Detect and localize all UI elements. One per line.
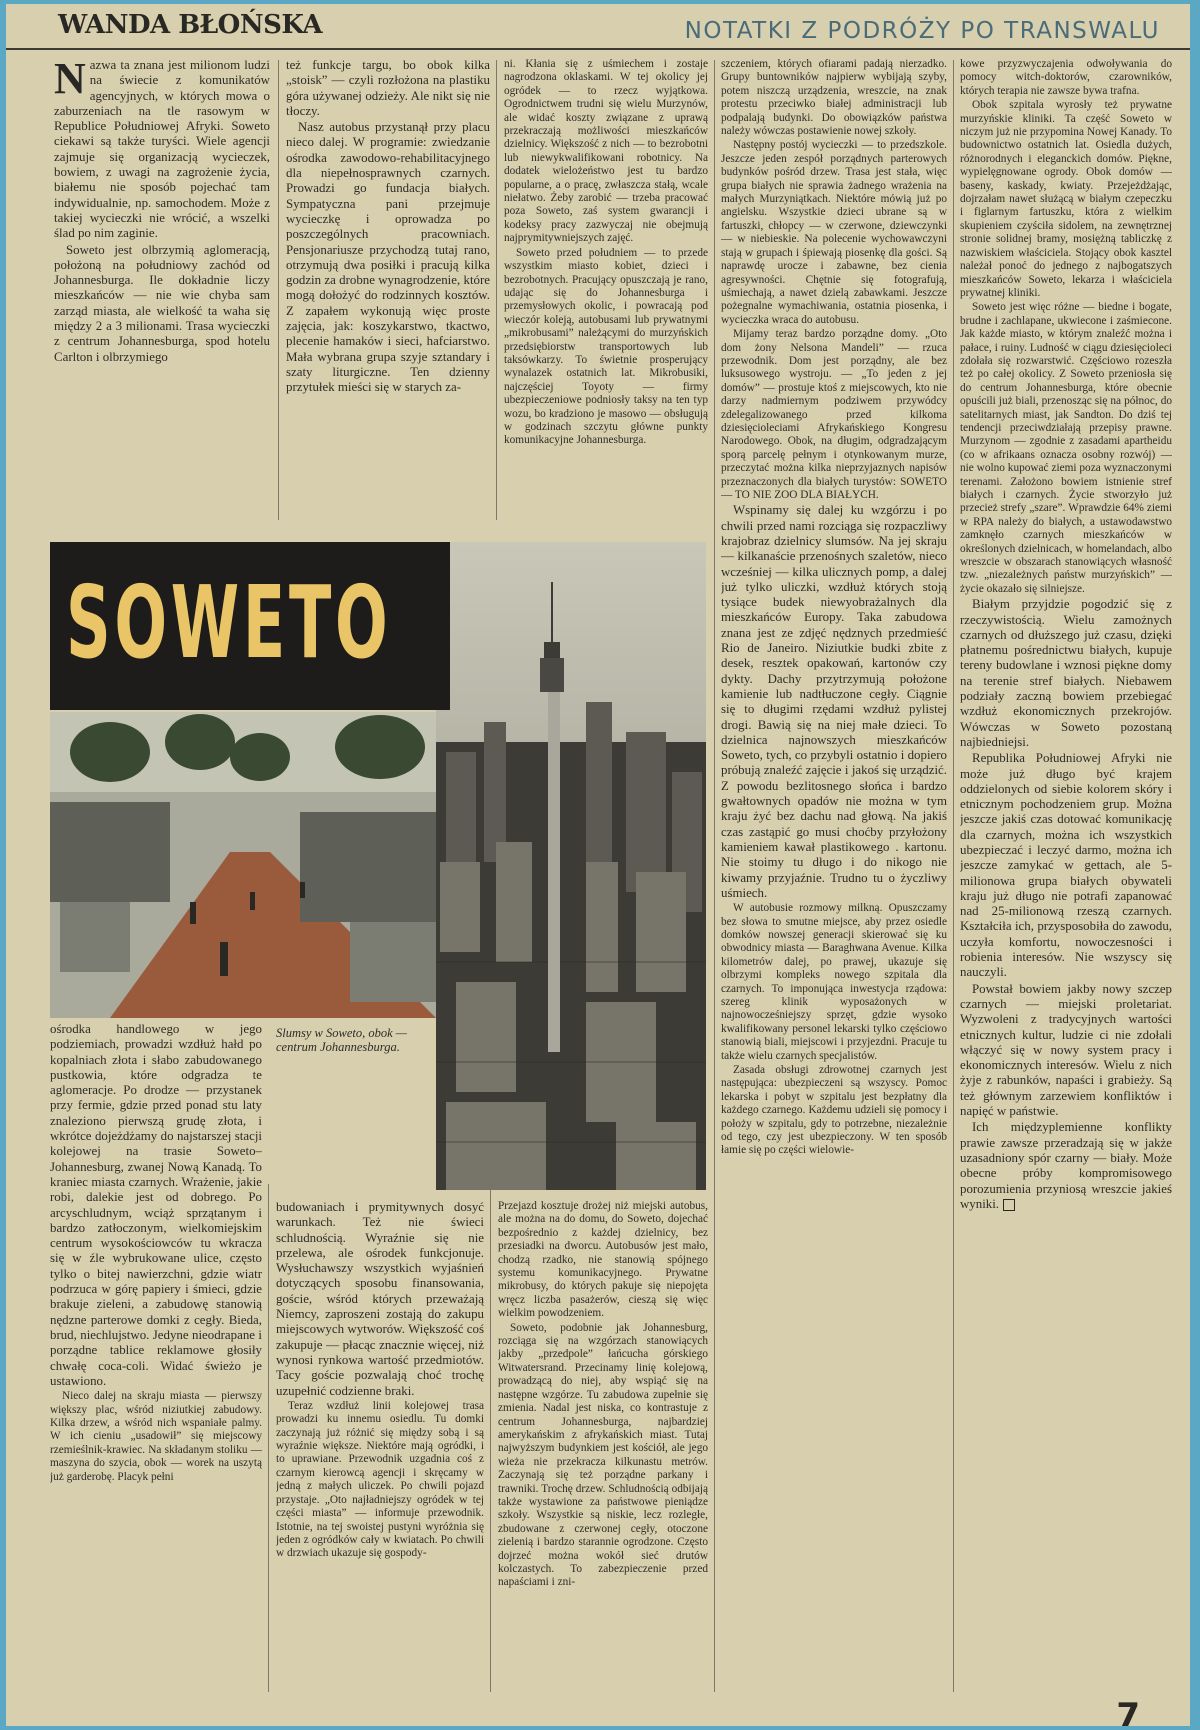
article-column-1-top	[54, 58, 270, 520]
article-column-2-bottom	[276, 1200, 484, 1690]
column-divider	[714, 60, 715, 1692]
paragraph: Soweto, podobnie jak Johannesburg, rozciąga się na wzgórzach stanowiących jakby „przedpole” łańcucha górskiego Witwatersrand. Przecinamy linię kolejową, prowadzącą do niej, aby wspiąć się na następne wzgórze. Tu zabudowa zupełnie się zmienia. Nadal jest niska, co kontrastuje z centrum Johannesburga, najbardziej amerykańskim z afrykańskich miast. Tutaj najwyższym budynkiem jest kościół, ale jego wieża nie przekracza kilkunastu metrów. Zaczynają się też porządne parkany i trawniki. Trochę drzew. Schludnością odbijają także wystawione za państwowe pieniądze szkoły. Wszystkie są niskie, lecz rozległe, zbudowane z czerwonej cegły, otoczone zielenią i bardzo starannie ogrodzone. Często dojrzeć można wokół sieć drutów kolczastych. To zabezpieczenie przed napaściami i zni-	[498, 1321, 708, 1589]
paragraph: Teraz wzdłuż linii kolejowej trasa prowadzi ku innemu osiedlu. Tu domki zaczynają już różnić się między sobą i są wyraźnie większe. Niektóre mają ogródki, i to uprawiane. Przewodnik uzgadnia coś z czarnym kierowcą agencji i skręcamy w jedną z małych uliczek. Po chwili pojazd przystaje. „Oto najładniejszy ogródek w tej części miasta” — informuje przewodnik. Istotnie, na tej swoistej pustyni wyróżnia się jeden z ogródków cały w kwiatach. Po chwili w drzwiach ukazuje się gospody-	[276, 1399, 484, 1560]
end-of-article-mark	[1003, 1199, 1015, 1211]
paragraph: Obok szpitala wyrosły też prywatne murzyńskie kliniki. Ta część Soweto w niczym już nie przypomina Nowej Kanady. To budownictwo ostatnich lat. Osiedla dużych, różnorodnych i eleganckich domów. Piękne, wypielęgnowane ogrody. Obok domów — baseny, kaskady, kwiaty. Przejeżdżając, dojrzałam nawet służącą w białym czepeczku i figlarnym fartuszku, która z wielkim skupieniem czyściła sidolem, na zewnętrznej stronie solidnej bramy, mosiężną tabliczkę z nazwiskiem właściciela. Stojący obok kasztel należał ponoć do jednego z najbogatszych mieszkańców Soweto, lekarza i właściciela prywatnej kliniki.	[960, 99, 1172, 299]
lead-paragraph	[54, 58, 270, 242]
paragraph: budowaniach i prymitywnych dosyć warunkach. Też nie świeci schludnością. Wyraźnie się nie przelewa, ale ośrodek funkcjonuje. Wysłuchawszy wszystkich wyjaśnień dotyczących sposobu finansowania, goście, wśród których przeważają Niemcy, zaproszeni zostają do zakupu miejscowych wytworów. Większość coś zakupuje — płacąc znacznie więcej, niż wynosi rynkowa wartość przedmiotów. Tacy goście pozwalają choć trochę uzupełnić codzienne braki.	[276, 1200, 484, 1398]
johannesburg-skyline-photo	[436, 542, 706, 1190]
paragraph: Przejazd kosztuje drożej niż miejski autobus, ale można na do domu, do Soweto, dojechać bezpośrednio z każdej dzielnicy, bez przesiadki na dworcu. Autobusów jest mało, chodzą rzadko, nie stanowią spójnego systemu komunikacyjnego. Prywatne mikrobusy, do których pakuje się niepojęta wręcz liczba pasażerów, cieszą się więc wielkim powodzeniem.	[498, 1200, 708, 1320]
paragraph-text: Ich międzyplemienne konflikty prawie zawsze przeradzają się w jakże uzasadniony spór czarny — biały. Może obecne próby kompromisowego porozumienia przyniosą wreszcie jakieś wyniki.	[960, 1120, 1172, 1211]
paragraph: Nieco dalej na skraju miasta — pierwszy większy plac, wśród niziutkiej zabudowy. Kilka drzew, a wśród nich wspaniałe palmy. W ich cieniu „usadowił” się miejscowy rzemieślnik-krawiec. Na składanym stoliku — maszyna do szycia, obok — worek na uszytą już garderobę. Placyk pełni	[50, 1390, 262, 1483]
photo-caption: Slumsy w Soweto, obok — centrum Johannesburga.	[276, 1026, 407, 1054]
paragraph: Białym przyjdzie pogodzić się z rzeczywistością. Wielu zamożnych czarnych od dłuższego już czasu, dzięki płatnemu pośrednictwu białych, kupuje tereny budowlane i wznosi piękne domy na terenie stref białych. Niebawem podziały zaczną bowiem przebiegać wzdłuż ekonomicznych przekrojów. Wówczas w Soweto pozostaną najbiedniejsi.	[960, 597, 1172, 749]
page-number: 7	[1116, 1696, 1140, 1726]
paragraph: Nasz autobus przystanął przy placu nieco dalej. W programie: zwiedzanie ośrodka zawodowo-rehabilitacyjnego dla niepełnosprawnych czarnych. Prowadzi go fundacja białych. Sympatyczna pani przejmuje wycieczkę i oprowadza po poszczególnych pracowniach. Pensjonariusze przychodzą tutaj rano, otrzymują dwa posiłki i pracują kilka godzin za drobne wynagrodzenie, które mogą dołożyć do rodzinnych kosztów. Z zapałem wykonują więc proste zajęcia, jak: koszykarstwo, tkactwo, plecenie hamaków i sieci, hafciarstwo. Mała wybrana grupa szyje sztandary i szaty liturgiczne. Ten dzienny przytułek mieści się w starych za-	[286, 120, 490, 395]
paragraph: Zasada obsługi zdrowotnej czarnych jest następująca: ubezpieczeni są wszyscy. Pomoc lekarska i pobyt w szpitalu jest bezpłatny dla każdego czarnego. Każdemu udzieli się pomocy i położy w szpitalu, gdy to potrzebne, niezależnie od tego, czy jest ubezpieczony. W ten sposób łamie się po części wielowie-	[721, 1064, 947, 1157]
paragraph	[960, 1120, 1172, 1212]
page-header	[6, 4, 1190, 50]
paragraph: ni. Kłania się z uśmiechem i zostaje nagrodzona oklaskami. W tej okolicy jej ogródek — to rzecz wyjątkowa. Ogrodnictwem trudni się wielu Murzynów, ale widać koszty związane z uprawą przekraczają możliwości mieszkańców dzielnicy. Większość z nich — to bezrobotni lub niewykwalifikowani robotnicy. Na dodatek wielożeństwo jest tu bardzo popularne, a o pracę, zwłaszcza stałą, wcale niełatwo. Żeby zarobić — trzeba pracować poza Soweto, zaś system gwarancji i kodeksy pracy zazwyczaj nie obejmują najprymitywniejszych zajęć.	[504, 58, 708, 245]
magazine-page	[6, 4, 1190, 1726]
paragraph: Republika Południowej Afryki nie może już długo być krajem oddzielonych od siebie kolorem skóry i etnicznym pochodzeniem grup. Można jeszcze jakiś czas dotować komunikację dla czarnych, można ich wszystkich ubezpieczać i leczyć darmo, można ich jeszcze zamykać w gettach, ale 5-milionowa grupa białych obywateli kraju już długo nie potrafi zapanować nad 25-milionową rzeszą czarnych. Kształciła ich, przysposobiła do zawodu, uczyła komfortu, nowoczesności i robienia interesów. Nie wszyscy się nauczyli.	[960, 751, 1172, 980]
column-divider	[268, 1184, 269, 1692]
column-divider	[490, 1184, 491, 1692]
paragraph: Soweto przed południem — to przede wszystkim miasto kobiet, dzieci i bezrobotnych. Pracujący opuszczają je rano, udając się do Johannesburga i przemysłowych okolic, i powracają pod wieczór koleją, autobusami lub prywatnymi „mikrobusami” należącymi do murzyńskich przedsiębiorstw transportowych lub taksówkarzy. To świetnie prosperujący wynalazek ostatnich lat. Mikrobusiki, najczęściej Toyoty — firmy ubezpieczeniowe podniosły taksy na ten typ wozu, bo kradziono je masowo — obsługują w godzinach szczytu główne punkty komunikacyjne Johannesburga.	[504, 246, 708, 447]
paragraph: Powstał bowiem jakby nowy szczep czarnych — miejski proletariat. Wyzwoleni z tradycyjnych wartości etnicznych kultur, ludzie ci nie zdołali włączyć się w nowy system pracy i ekonomicznych interesów. Wielu z nich żyje z rabunków, napaści i grabieży. Są też głównym zarzewiem konfliktów i napięć w państwie.	[960, 981, 1172, 1119]
paragraph: ośrodka handlowego w jego podziemiach, prowadzi wzdłuż hałd po kopalniach złota i słabo zabudowanego pustkowia, które odgradza te aglomeracje. Po drodze — przystanek przy fermie, gdzie przed ponad stu laty znaleziono pierwszą grudę złota, i wkrótce dojeżdżamy do najstarszej stacji kolejowej na trasie Soweto–Johannesburg, zwanej Nową Kanadą. To kraniec miasta czarnych. Wrażenie, jakie robi, dalekie jest od dobrego. Po arcyschludnym, wciąż sprzątanym i bardzo zatłoczonym, wielkomiejskim centrum wysokościowców tu wkracza się w źle wybrukowane ulice, często tylko o bitej nawierzchni, gdzie wiatr podrzuca w górę papiery i śmieci, gdzie brakuje zieleni, a zabudowę stanowią nędzne parterowe domki z cegły. Bieda, brud, niechlujstwo. Jedyne nieodrapane i porządne tablice reklamowe głosiły chwałę coca-coli. Widać świeżo je ustawiono.	[50, 1022, 262, 1388]
article-column-5	[960, 58, 1172, 1690]
paragraph: Następny postój wycieczki — to przedszkole. Jeszcze jeden zespół porządnych parterowych budynków pośród drzew. Trasa jest stała, więc grupa białych nie sprawia żadnego wrażenia na małych Murzyniątkach. Niektóre mówią już po angielsku. Wszystkie dzieci ubrane są w fartuszki, chłopcy — w czerwone, dziewczynki — w niebieskie. Na polecenie wychowawczyni stają w grupach i śpiewają piosenkę dla gości. Są naprawdę urocze i zabawne, bez cienia agresywności. Chętnie się fotografują, uśmiechają, a nawet dzielą zabawkami. Jeszcze pożegnalne wymachiwania, ostatnia piosenka, i wycieczka wraca do autobusu.	[721, 139, 947, 326]
slum-illustration	[50, 712, 436, 1018]
article-title: SOWETO	[66, 564, 392, 681]
column-divider	[953, 60, 954, 1692]
drop-cap: N	[54, 58, 86, 103]
article-column-4	[721, 58, 947, 1690]
paragraph: Soweto jest więc różne — biedne i bogate, brudne i zachlapane, ukwiecone i zaśmiecone. Jak każde miasto, w którym znaleźć można i pałace, i ruiny. Ludność w ciągu dziesięcioleci zdołała się rozwarstwić. Częściowo rozeszła też po całej okolicy. Z Soweto przeniosła się do centrum Johannesburga, które obecnie opuścili już biali, przenosząc się na północ, do satelitarnych miast, jak Sandton. Do dziś tej tendencji przeciwdziałają przepisy prawne. Murzynom — zgodnie z zasadami apartheidu (co w afrikaans oznacza osobny rozwój) — nie wolno kupować ziemi poza wyznaczonymi terenami. Założono bowiem istnienie stref białych i czarnych. Życie stworzyło już przecież strefy „szare”. Wprawdzie 64% ziemi w RPA należy do białych, a ustawodawstwo zamknęło czarnych mieszkańców w określonych dzielnicach, w homelandach, albo wreszcie w obszarach stanowiących własność tzw. „niezależnych państw murzyńskich” — życie okazało się silniejsze.	[960, 301, 1172, 595]
paragraph: szczeniem, których ofiarami padają nierzadko. Grupy buntowników najpierw wybijają szyby, potem niszczą urządzenia, wreszcie, na znak protestu przeciwko białej administracji lub podpalają budynki. Do obowiązków państwa należy wówczas postawienie nowej szkoły.	[721, 58, 947, 138]
paragraph: też funkcje targu, bo obok kilka „stoisk” — czyli rozłożona na plastiku góra używanej odzieży. Ale nikt się nie tłoczy.	[286, 58, 490, 118]
article-column-1-bottom	[50, 1022, 262, 1688]
paragraph: W autobusie rozmowy milkną. Opuszczamy bez słowa to smutne miejsce, aby przez osiedle domków nowszej generacji skierować się ku obwodnicy miasta — Baraghwana Avenue. Kilka kilometrów dalej, po prawej, ukazuje się olbrzymi kompleks nowego szpitala dla czarnych. To imponująca inwestycja rządowa: szereg klinik wyposażonych w najnowocześniejszy sprzęt, gdzie wysoko kwalifikowany personel lekarski tylko częściowo stanowią biali, miejscowi i przyjezdni. Pracuje tu także wielu czarnych specjalistów.	[721, 902, 947, 1062]
article-column-2-top	[286, 58, 490, 520]
article-title-box	[50, 542, 450, 710]
paragraph: Mijamy teraz bardzo porządne domy. „Oto dom żony Nelsona Mandeli” — rzuca przewodnik. Dom jest porządny, ale bez luksusowego wystroju. — „To jeden z jej domów” — prostuje ktoś z miejscowych, kto nie darzy nadmiernym podziwem przywódcy zdelegalizowanego przed kilkoma dziesięcioleciami Afrykańskiego Kongresu Narodowego. Obok, na długim, odgradzającym sporą parcelę pełnym i otynkowanym murze, przeczytać można kilka nieprzyjaznych napisów przeznaczonych dla białych turystów: SOWETO — TO NIE ZOO DLA BIAŁYCH.	[721, 328, 947, 501]
series-rubric: NOTATKI Z PODRÓŻY PO TRANSWALU	[684, 18, 1160, 44]
skyline-illustration	[436, 542, 706, 1190]
paragraph: Soweto jest olbrzymią aglomeracją, położoną na południowy zachód od Johannesburga. Ile dokładnie liczy mieszkańców — nie wie chyba sam zarząd miasta, ale wielkość ta waha się między 2 a 3 milionami. Trasa wycieczki z centrum Johannesburga, spod hotelu Carlton i olbrzymiego	[54, 242, 270, 364]
article-column-3-bottom	[498, 1200, 708, 1690]
column-divider	[278, 60, 279, 520]
article-column-3-top	[504, 58, 708, 520]
column-divider	[496, 60, 497, 520]
soweto-slum-photo	[50, 712, 436, 1018]
paragraph: Wspinamy się dalej ku wzgórzu i po chwili przed nami rozciąga się rozpaczliwy krajobraz dzielnicy slumsów. Na jej skraju — kilkanaście przenośnych szaletów, nieco wcześniej — kilka ulicznych pomp, a dalej już tylko uliczki, wzdłuż których stoją tysiące budek niewyobrażalnych dla mieszkańców Europy. Taka zabudowa znana jest ze zdjęć nędznych przedmieść Rio de Janeiro. Niziutkie budki zbite z desek, resztek opakowań, kartonów czy dykty. Dachy przytrzymują położone kamienie lub nadtłuczone cegły. Ciągnie się to długimi rzędami wzdłuż pylistej drogi. Bawią się na niej małe dzieci. To dzielnica najnowszych mieszkańców Soweto, tych, co przybyli ostatnio i dopiero próbują znaleźć zajęcie i jakoś się urządzić. Z powodu bezlitosnego słońca i bardzo gwałtownych opadów nie można w tym kraju żyć bez dachu nad głową. Na jakiś czas zastąpić go musi choćby przyłożony kamieniem kawał plastikowego . kartonu. Nie stoimy tu długo i do nikogo nie kiwamy przyjaźnie. Trudno tu o życzliwy uśmiech.	[721, 503, 947, 900]
paragraph-text: azwa ta znana jest milionom ludzi na świecie z komunikatów agencyjnych, w których mowa o zaburzeniach na tle rasowym w Republice Południowej Afryki. Soweto ciekawi są także turyści. Wiele agencji zajmuje się organizacją wycieczek, bowiem, z uwagi na zagrożenie życia, białemu nie sposób pojechać tam indywidualnie, np. samochodem. Może z takiej wycieczki nie wrócić, a wszelki ślad po nim zaginie.	[54, 58, 270, 241]
paragraph: kowe przyzwyczajenia odwoływania do pomocy witch-doktorów, czarowników, których terapia nie zawsze bywa trafna.	[960, 58, 1172, 97]
author-name: WANDA BŁOŃSKA	[58, 10, 323, 40]
